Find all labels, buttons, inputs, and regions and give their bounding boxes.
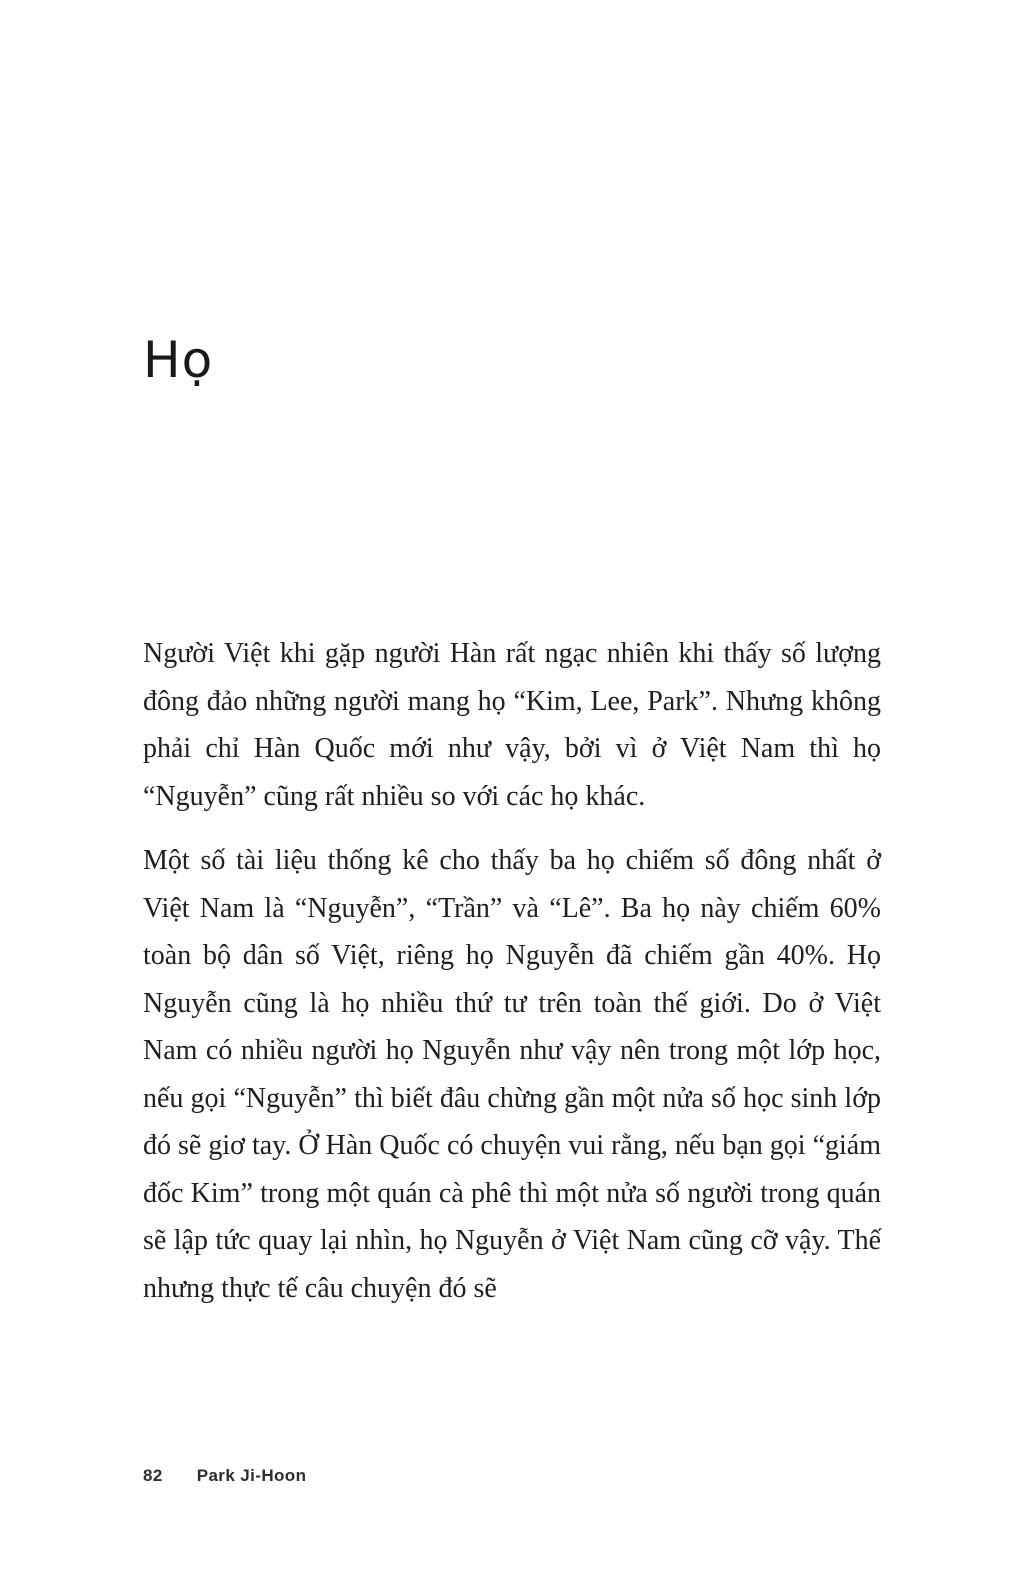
body-text [143, 630, 881, 1312]
page-number: 82 [143, 1466, 163, 1485]
page-footer [143, 1466, 306, 1486]
paragraph: Người Việt khi gặp người Hàn rất ngạc nhiên khi thấy số lượng đông đảo những người mang họ “Kim, Lee, Park”. Nhưng không phải chỉ Hàn Quốc mới như vậy, bởi vì ở Việt Nam thì họ “Nguyễn” cũng rất nhiều so với các họ khác. [143, 638, 881, 812]
author-name: Park Ji-Hoon [196, 1466, 307, 1485]
paragraph: Một số tài liệu thống kê cho thấy ba họ chiếm số đông nhất ở Việt Nam là “Nguyễn”, “Trần” và “Lê”. Ba họ này chiếm 60% toàn bộ dân số Việt, riêng họ Nguyễn đã chiếm gần 40%. Họ Nguyễn cũng là họ nhiều thứ tư trên toàn thế giới. Do ở Việt Nam có nhiều người họ Nguyễn như vậy nên trong một lớp học, nếu gọi “Nguyễn” thì biết đâu chừng gần một nửa số học sinh lớp đó sẽ giơ tay. Ở Hàn Quốc có chuyện vui rằng, nếu bạn gọi “giám đốc Kim” trong một quán cà phê thì một nửa số người trong quán sẽ lập tức quay lại nhìn, họ Nguyễn ở Việt Nam cũng cỡ vậy. Thế nhưng thực tế câu chuyện đó sẽ [143, 845, 881, 1304]
chapter-title: Họ [143, 331, 214, 389]
